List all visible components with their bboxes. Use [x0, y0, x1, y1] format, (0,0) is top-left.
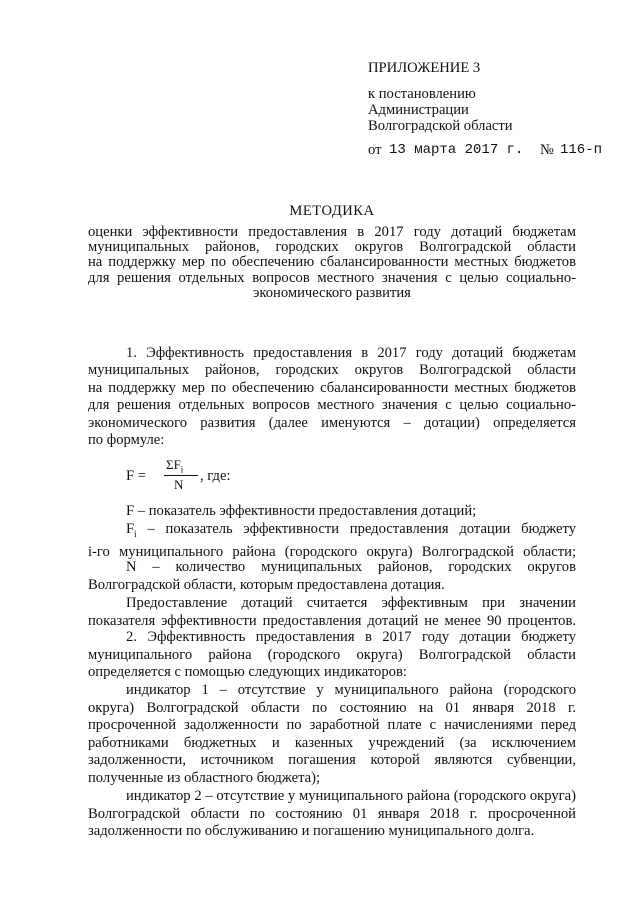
def-n: [88, 558, 576, 594]
title-line-1: оценки эффективности предоставления в 2017 году дотаций бюджетам: [88, 225, 576, 240]
formula-sub-i: i: [180, 464, 184, 475]
para1-line-5: экономического развития (далее именуются – дотации) определяется: [88, 414, 576, 431]
ind1-line-6: полученные из областного бюджета);: [88, 769, 321, 786]
fraction-bar: [164, 475, 198, 476]
title-block: [88, 225, 576, 301]
para1-line-6: по формуле:: [88, 432, 165, 449]
ind1-line-5: задолженности, источником погашения которой являются субвенции,: [88, 752, 576, 769]
header-line-1: к постановлению: [368, 86, 476, 102]
appendix-label: ПРИЛОЖЕНИЕ 3: [368, 60, 481, 76]
formula-sum-f: ΣF: [166, 457, 181, 472]
fi-sub: i: [134, 528, 137, 539]
para1-line-3: на поддержку мер по обеспечению сбалансированности местных бюджетов: [88, 379, 576, 396]
header-line-3: Волгоградской области: [368, 118, 513, 134]
number-sign: №: [540, 142, 554, 158]
formula-denominator: N: [174, 477, 184, 492]
title-line-2: муниципальных районов, городских округов Волгоградской области: [88, 240, 576, 256]
ind1-line-1: индикатор 1 – отсутствие у муниципального района (городского: [126, 682, 576, 698]
formula-numerator: [166, 457, 183, 475]
paragraph-1: [88, 345, 576, 449]
fi-text: – показатель эффективности предоставления дотации бюджету: [147, 521, 576, 537]
indicator-1: [88, 682, 576, 788]
title-line-4: для решения отдельных вопросов местного значения с целью социально-: [88, 270, 576, 286]
ind1-line-4: работниками бюджетных и казенных учреждений (за исключением: [88, 734, 576, 751]
header-resolution: [368, 86, 513, 134]
def-fi-line-1: [88, 520, 576, 543]
def-n-line-1: N – количество муниципальных районов, городских округов: [126, 559, 576, 575]
document-heading: МЕТОДИКА: [289, 203, 375, 219]
effective-line-1: Предоставление дотаций считается эффективным при значении: [126, 595, 576, 611]
para1-line-1: 1. Эффективность предоставления в 2017 году дотаций бюджетам: [126, 345, 576, 361]
def-fi-line-2: i-го муниципального района (городского округа) Волгоградской области;: [88, 544, 576, 561]
ind2-line-1: индикатор 2 – отсутствие у муниципального района (городского округа): [126, 788, 576, 804]
para2-line-3: определяется с помощью следующих индикаторов:: [88, 664, 407, 680]
title-line-5: экономического развития: [253, 284, 411, 301]
paragraph-2: [88, 629, 576, 682]
formula-suffix: , где:: [200, 468, 231, 484]
ind2-line-3: задолженности по обслуживанию и погашению муниципального долга.: [88, 823, 535, 840]
effective-line-2: показателя эффективности предоставления дотаций не менее 90 процентов.: [88, 612, 576, 629]
header-line-2: Администрации: [368, 102, 469, 118]
def-f: F – показатель эффективности предоставления дотаций;: [126, 503, 477, 519]
para2-line-1: 2. Эффективность предоставления в 2017 году дотации бюджету: [126, 629, 576, 645]
para1-line-4: для решения отдельных вопросов местного значения с целью социально-: [88, 397, 576, 414]
para2-line-2: муниципального района (городского округа) Волгоградской области: [88, 646, 576, 663]
formula-lhs: F =: [126, 468, 146, 484]
formula: [126, 456, 266, 496]
ind1-line-2: округа) Волгоградской области по состоянию на 01 января 2018 г.: [88, 699, 576, 716]
ind2-line-2: Волгоградской области по состоянию 01 января 2018 г. просроченной: [88, 805, 576, 822]
fi-symbol: F: [126, 521, 135, 537]
date-value: 13 марта 2017 г.: [389, 142, 524, 158]
def-fi: [88, 520, 576, 562]
paragraph-effective: [88, 595, 576, 630]
number-value: 116-п: [560, 142, 603, 158]
ind1-line-3: просроченной задолженности по заработной плате с начислениями перед: [88, 717, 576, 734]
para1-line-2: муниципальных районов, городских округов Волгоградской области: [88, 362, 576, 379]
def-n-line-2: Волгоградской области, которым предоставлена дотация.: [88, 577, 445, 593]
title-line-3: на поддержку мер по обеспечению сбалансированности местных бюджетов: [88, 255, 576, 271]
date-prefix: от: [368, 142, 382, 158]
indicator-2: [88, 788, 576, 841]
